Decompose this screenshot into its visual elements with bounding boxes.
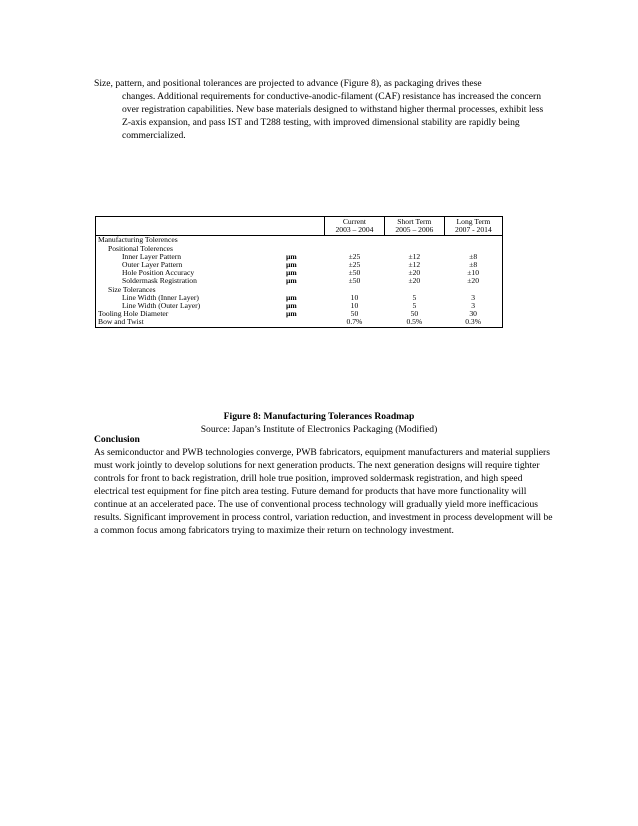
col-long-period: 2007 - 2014	[444, 226, 502, 236]
row-long: 30	[469, 309, 477, 319]
col-short-name: Short Term	[384, 217, 444, 227]
col-current-period: 2003 – 2004	[325, 226, 385, 236]
row-label: Line Width (Inner Layer)	[122, 292, 199, 302]
row-label: Soldermask Registration	[122, 276, 197, 286]
row-short: ±20	[408, 268, 421, 278]
row-unit: µm	[286, 260, 297, 270]
row-long: ±8	[469, 260, 478, 270]
row-short: 0.5%	[406, 317, 423, 327]
size-title: Size Tolerances	[108, 284, 156, 294]
row-current: ±25	[348, 251, 361, 261]
tolerances-table-container	[95, 216, 503, 328]
intro-paragraph	[94, 77, 554, 142]
conclusion-body: As semiconductor and PWB technologies converge, PWB fabricators, equipment manufacturers and material suppliers must work jointly to develop solutions for next generation products. The next generation designs will require tighter controls for front to back registration, drill hole true position, improved soldermask registration, and high speed electrical test equipment for fine pitch area testing. Future demand for products that have more functionality will continue at an accelerated pace. The use of conventional process technology will gradually yield more inefficacious results. Significant improvement in process control, variation reduction, and investment in process development will be a common focus among fabricators trying to maximize their return on technology investment.	[94, 447, 553, 536]
row-short: 50	[410, 309, 419, 319]
row-long: 3	[471, 292, 476, 302]
table-row	[96, 310, 503, 318]
row-short: 5	[412, 292, 417, 302]
empty-cell	[384, 236, 444, 245]
row-unit: µm	[286, 292, 297, 302]
row-short: ±12	[408, 251, 421, 261]
row-short: ±12	[408, 260, 421, 270]
intro-first-line: Size, pattern, and positional tolerances are projected to advance (Figure 8), as packaging drives these	[94, 78, 482, 89]
row-short: 5	[412, 301, 417, 311]
row-unit	[284, 318, 325, 327]
header-unit-blank-2	[284, 226, 325, 236]
empty-cell	[325, 236, 385, 245]
row-unit: µm	[286, 251, 297, 261]
row-unit: µm	[286, 301, 297, 311]
row-current: ±50	[348, 276, 361, 286]
col-long-name: Long Term	[444, 217, 502, 227]
header-unit-blank	[284, 217, 325, 227]
intro-continuation: changes. Additional requirements for conductive-anodic-filament (CAF) resistance has increased the concern over registration capabilities. New base materials designed to withstand higher thermal processes, exhibit less Z-axis expansion, and pass IST and T288 testing, with improved dimensional stability are rapidly being commercialized.	[122, 91, 544, 141]
empty-cell	[444, 236, 502, 245]
row-current: ±50	[348, 268, 361, 278]
row-label: Tooling Hole Diameter	[98, 309, 169, 319]
row-unit: µm	[286, 268, 297, 278]
row-long: 0.3%	[465, 317, 482, 327]
row-label: Outer Layer Pattern	[122, 260, 183, 270]
row-label: Line Width (Outer Layer)	[122, 301, 201, 311]
header-blank	[96, 217, 285, 227]
row-long: ±10	[467, 268, 480, 278]
figure-title: Figure 8: Manufacturing Tolerances Roadmap	[223, 411, 415, 422]
row-long: ±20	[467, 276, 480, 286]
row-long: 3	[471, 301, 476, 311]
positional-title: Positional Tolerences	[108, 243, 173, 253]
row-unit: µm	[286, 276, 297, 286]
tolerances-table	[95, 216, 503, 328]
row-current: 0.7%	[346, 317, 363, 327]
row-short: ±20	[408, 276, 421, 286]
table-row	[96, 277, 503, 285]
row-label: Hole Position Accuracy	[122, 268, 195, 278]
conclusion-section	[94, 433, 554, 537]
table-row	[96, 318, 503, 327]
row-label: Bow and Twist	[98, 317, 144, 327]
row-long: ±8	[469, 251, 478, 261]
col-short-period: 2005 – 2006	[384, 226, 444, 236]
row-current: 10	[350, 292, 359, 302]
row-unit: µm	[286, 309, 297, 319]
row-current: 10	[350, 301, 359, 311]
section-title: Manufacturing Tolerences	[98, 235, 178, 245]
figure-source: Source: Japan’s Institute of Electronics Packaging (Modified)	[200, 424, 438, 435]
conclusion-heading: Conclusion	[94, 434, 140, 445]
row-current: ±25	[348, 260, 361, 270]
col-current-name: Current	[325, 217, 385, 227]
row-label: Inner Layer Pattern	[122, 251, 182, 261]
row-current: 50	[350, 309, 359, 319]
